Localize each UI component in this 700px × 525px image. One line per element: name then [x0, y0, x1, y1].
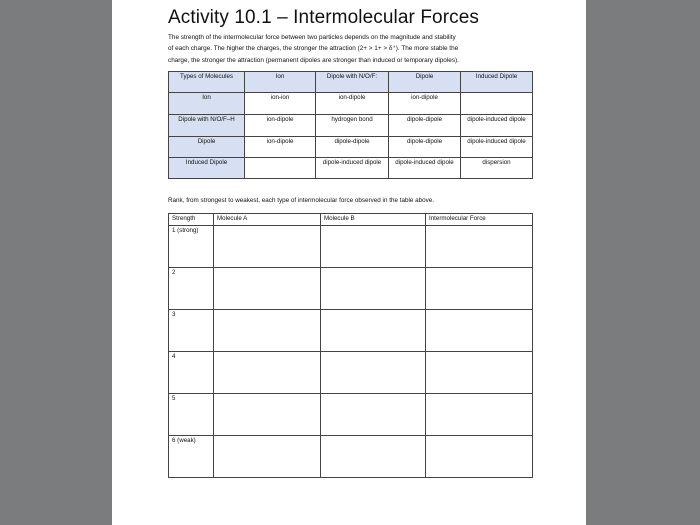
- molecule-a-cell[interactable]: [214, 436, 321, 478]
- table-cell: dipole-induced dipole: [389, 158, 461, 179]
- table-cell: dipole-dipole: [389, 115, 461, 137]
- table-cell: ion-dipole: [316, 93, 389, 115]
- table-header: Dipole: [389, 72, 461, 93]
- ranking-table: [168, 213, 533, 478]
- table-header: Dipole with N/O/F:: [316, 72, 389, 93]
- table-header: Ion: [245, 72, 316, 93]
- strength-cell: 1 (strong): [169, 226, 214, 268]
- intro-line: charge, the stronger the attraction (permanent dipoles are stronger than induced or temporary dipoles).: [168, 56, 459, 64]
- molecule-b-cell[interactable]: [321, 310, 426, 352]
- page-title: Activity 10.1 – Intermolecular Forces: [168, 7, 479, 28]
- force-cell[interactable]: [426, 394, 533, 436]
- row-header: Dipole: [169, 137, 245, 158]
- table-cell: ion-dipole: [245, 137, 316, 158]
- molecule-a-cell[interactable]: [214, 226, 321, 268]
- table-cell: dispersion: [461, 158, 533, 179]
- force-cell[interactable]: [426, 226, 533, 268]
- molecule-a-cell[interactable]: [214, 310, 321, 352]
- molecule-b-cell[interactable]: [321, 226, 426, 268]
- row-header: Ion: [169, 93, 245, 115]
- table-header: Intermolecular Force: [426, 214, 533, 226]
- strength-cell: 5: [169, 394, 214, 436]
- strength-cell: 6 (weak): [169, 436, 214, 478]
- molecule-b-cell[interactable]: [321, 394, 426, 436]
- molecule-b-cell[interactable]: [321, 352, 426, 394]
- table-cell: dipole-dipole: [316, 137, 389, 158]
- force-cell[interactable]: [426, 352, 533, 394]
- table-cell: hydrogen bond: [316, 115, 389, 137]
- table-cell: ion-dipole: [389, 93, 461, 115]
- molecule-b-cell[interactable]: [321, 268, 426, 310]
- molecule-a-cell[interactable]: [214, 268, 321, 310]
- rank-instruction: Rank, from strongest to weakest, each type of intermolecular force observed in the table above.: [168, 197, 435, 204]
- molecule-a-cell[interactable]: [214, 394, 321, 436]
- table-cell: dipole-dipole: [389, 137, 461, 158]
- table-cell: dipole-induced dipole: [461, 137, 533, 158]
- strength-cell: 3: [169, 310, 214, 352]
- table-cell: [461, 93, 533, 115]
- table-header: Molecule B: [321, 214, 426, 226]
- row-header: Induced Dipole: [169, 158, 245, 179]
- force-cell[interactable]: [426, 310, 533, 352]
- force-cell[interactable]: [426, 268, 533, 310]
- table-cell: ion-dipole: [245, 115, 316, 137]
- table-cell: dipole-induced dipole: [461, 115, 533, 137]
- table-cell: ion-ion: [245, 93, 316, 115]
- row-header: Dipole with N/O/F–H: [169, 115, 245, 137]
- table-cell: [245, 158, 316, 179]
- intermolecular-force-table: [168, 71, 533, 179]
- table-header: Strength: [169, 214, 214, 226]
- intro-paragraph: [168, 32, 534, 66]
- strength-cell: 2: [169, 268, 214, 310]
- molecule-a-cell[interactable]: [214, 352, 321, 394]
- table-header: Induced Dipole: [461, 72, 533, 93]
- table-header: Molecule A: [214, 214, 321, 226]
- strength-cell: 4: [169, 352, 214, 394]
- force-cell[interactable]: [426, 436, 533, 478]
- document-page: [112, 0, 586, 525]
- molecule-b-cell[interactable]: [321, 436, 426, 478]
- table-header: Types of Molecules: [169, 72, 245, 93]
- intro-line: of each charge. The higher the charges, the stronger the attraction (2+ > 1+ > δ⁺). The more stable the: [168, 45, 459, 53]
- table-cell: dipole-induced dipole: [316, 158, 389, 179]
- intro-line: The strength of the intermolecular force between two particles depends on the magnitude and stability: [168, 34, 456, 41]
